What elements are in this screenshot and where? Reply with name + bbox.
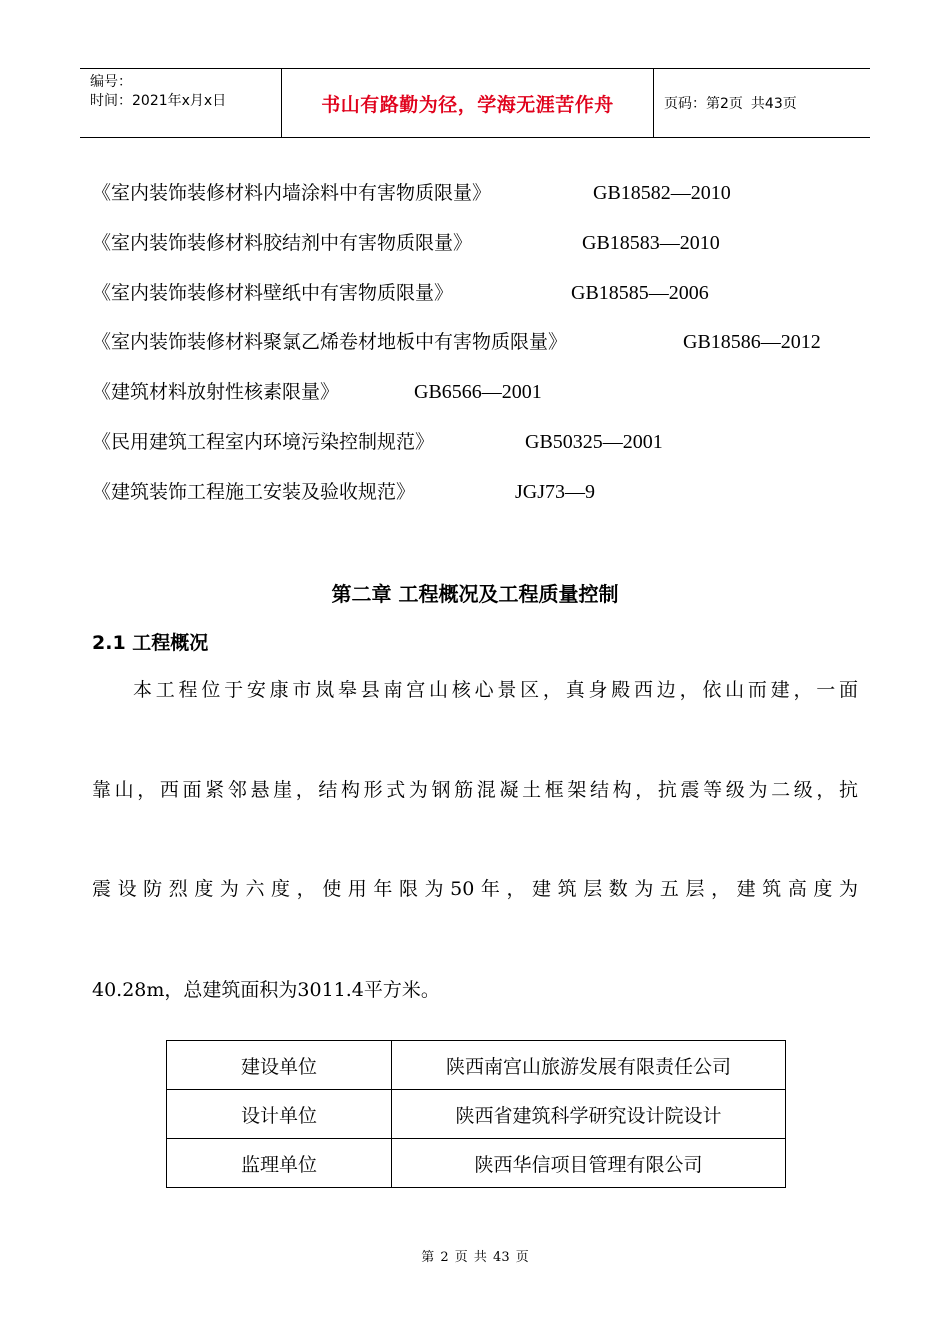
standard-code: GB18585—2006 [571,282,709,304]
standard-item [92,230,720,256]
chapter-title: 第二章 工程概况及工程质量控制 [331,582,619,606]
overview-line: 40.28m，总建筑面积为3011.4平方米。 [92,979,440,1001]
table-value: 陕西南宫山旅游发展有限责任公司 [392,1041,786,1090]
table-key: 建设单位 [167,1041,392,1090]
standard-code: GB18582—2010 [593,182,731,204]
standard-title: 《室内装饰装修材料内墙涂料中有害物质限量》 [92,182,492,204]
standard-item [92,180,731,206]
overview-line: 靠山，西面紧邻悬崖，结构形式为钢筋混凝土框架结构，抗震等级为二级，抗 [92,779,858,801]
overview-line: 本工程位于安康市岚皋县南宫山核心景区，真身殿西边，依山而建，一面 [133,679,858,701]
section-title: 2.1 工程概况 [92,632,209,654]
standard-title: 《建筑材料放射性核素限量》 [92,381,340,403]
standard-code: JGJ73—9 [515,481,596,503]
standard-item [92,429,663,455]
standard-title: 《室内装饰装修材料聚氯乙烯卷材地板中有害物质限量》 [92,331,568,353]
standard-title: 《室内装饰装修材料壁纸中有害物质限量》 [92,282,454,304]
standard-code: GB50325—2001 [525,431,663,453]
header-page-info [654,69,870,137]
standard-item [92,329,821,355]
page-footer: 第 2 页 共 43 页 [421,1250,529,1265]
table-value: 陕西华信项目管理有限公司 [392,1139,786,1188]
project-info-table [166,1040,786,1188]
header-motto: 书山有路勤为径，学海无涯苦作舟 [282,69,654,137]
header-meta [80,69,282,137]
standard-title: 《建筑装饰工程施工安装及验收规范》 [92,481,416,503]
standard-code: GB18586—2012 [683,331,821,353]
page-header [80,68,870,138]
standard-item [92,379,542,405]
time-label: 时间：2021年x月x日 [90,93,227,109]
table-value: 陕西省建筑科学研究设计院设计 [392,1090,786,1139]
table-row [167,1139,786,1188]
table-row [167,1041,786,1090]
table-key: 设计单位 [167,1090,392,1139]
standard-item [92,479,596,505]
standard-title: 《室内装饰装修材料胶结剂中有害物质限量》 [92,232,473,254]
number-label: 编号： [90,74,132,90]
table-row [167,1090,786,1139]
standard-title: 《民用建筑工程室内环境污染控制规范》 [92,431,435,453]
standard-item [92,280,709,306]
table-key: 监理单位 [167,1139,392,1188]
overview-line: 震设防烈度为六度，使用年限为50年，建筑层数为五层，建筑高度为 [92,878,858,900]
page-label: 页码：第2页 [664,96,743,112]
standard-code: GB6566—2001 [414,381,542,403]
standard-code: GB18583—2010 [582,232,720,254]
total-label: 共43页 [750,96,797,112]
